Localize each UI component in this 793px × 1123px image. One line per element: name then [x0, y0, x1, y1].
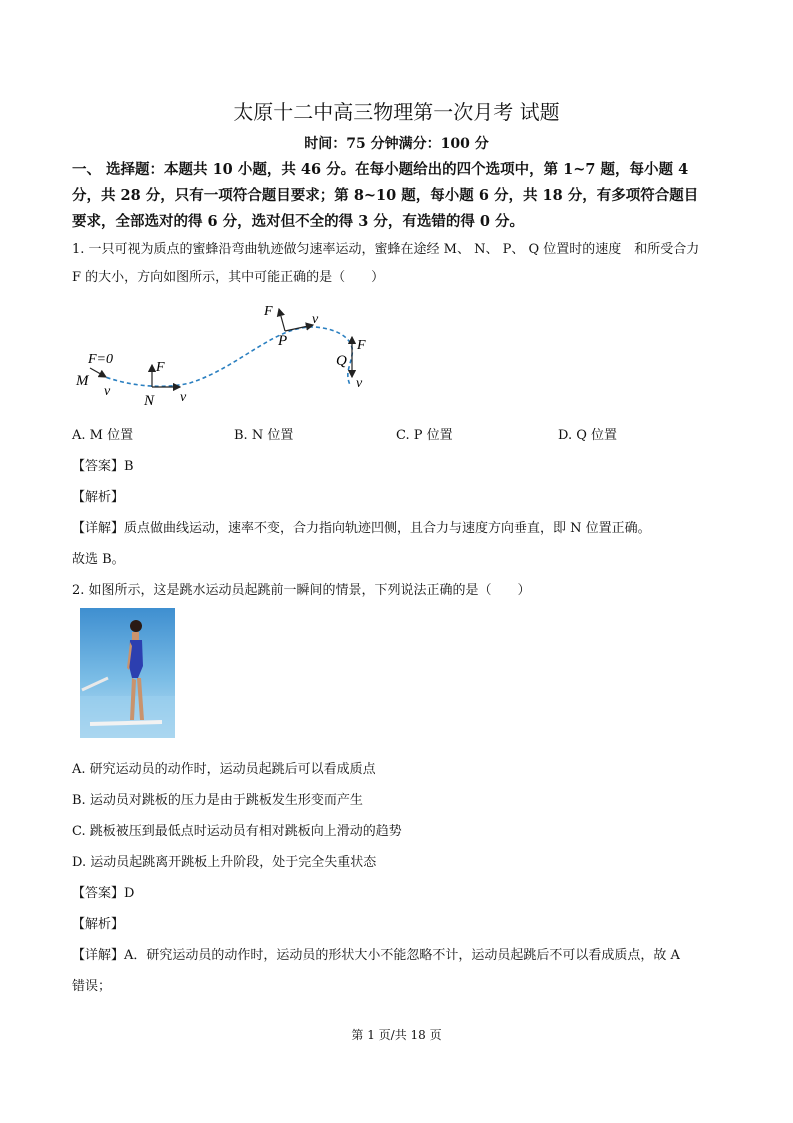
label-v-m: v: [104, 384, 111, 399]
q1-analysis-heading: 【解析】: [72, 490, 125, 505]
diver-photo: [80, 608, 175, 738]
label-v-p: v: [312, 312, 319, 327]
label-v-q: v: [356, 376, 363, 391]
page-number: 第 1 页/共 18 页: [351, 1028, 442, 1042]
q1-conclusion: 故选 B。: [72, 552, 125, 567]
q1-option-b: B. N 位置: [234, 428, 294, 443]
q2-answer: 【答案】D: [72, 886, 135, 901]
q1-stem-line1: 1. 一只可视为质点的蜜蜂沿弯曲轨迹做匀速率运动，蜜蜂在途经 M、 N、 P、 Q 位置时的速度 和所受合力: [72, 242, 700, 257]
label-f-p: F: [264, 304, 273, 319]
section-instructions-line3: 要求，全部选对的得 6 分，选对但不全的得 3 分，有选错的得 0 分。: [72, 213, 525, 230]
page-title: 太原十二中高三物理第一次月考 试题: [233, 100, 560, 124]
q1-stem-line2: F 的大小，方向如图所示，其中可能正确的是（ ）: [72, 270, 385, 285]
q2-option-d: D. 运动员起跳离开跳板上升阶段，处于完全失重状态: [72, 855, 377, 870]
label-v-n: v: [180, 390, 187, 405]
q2-detail-line1: 【详解】A．研究运动员的动作时，运动员的形状大小不能忽略不计，运动员起跳后不可以看成质点，故 A: [72, 948, 680, 963]
section-instructions-line1: 一、 选择题：本题共 10 小题，共 46 分。在每小题给出的四个选项中，第 1~7 题，每小题 4: [72, 161, 689, 178]
label-q: Q: [336, 353, 347, 369]
q2-stem: 2. 如图所示，这是跳水运动员起跳前一瞬间的情景，下列说法正确的是（ ）: [72, 583, 531, 598]
section-instructions-line2: 分，共 28 分，只有一项符合题目要求；第 8~10 题，每小题 6 分，共 18 分，有多项符合题目: [72, 187, 699, 204]
q2-detail-line2: 错误；: [72, 979, 112, 994]
q1-option-d: D. Q 位置: [558, 428, 618, 443]
q2-option-c: C. 跳板被压到最低点时运动员有相对跳板向上滑动的趋势: [72, 824, 402, 839]
q1-option-c: C. P 位置: [396, 428, 453, 443]
label-f-zero: F=0: [88, 352, 113, 367]
exam-time-info: 时间：75 分钟满分：100 分: [304, 136, 489, 152]
q2-option-a: A. 研究运动员的动作时，运动员起跳后可以看成质点: [72, 762, 376, 777]
velocity-arrow-p: [285, 325, 313, 331]
velocity-arrow-m: [90, 368, 106, 377]
label-m: M: [76, 373, 89, 389]
q1-trajectory-figure: [70, 295, 390, 410]
q1-option-a: A. M 位置: [72, 428, 134, 443]
label-p: P: [278, 333, 288, 349]
trajectory-curve: [100, 327, 352, 386]
q1-answer: 【答案】B: [72, 459, 134, 474]
label-f-q: F: [357, 338, 366, 353]
label-f-n: F: [156, 360, 165, 375]
label-n: N: [144, 393, 155, 409]
force-arrow-p: [279, 309, 285, 331]
q2-option-b: B. 运动员对跳板的压力是由于跳板发生形变而产生: [72, 793, 363, 808]
q2-analysis-heading: 【解析】: [72, 917, 125, 932]
q1-detail: 【详解】质点做曲线运动，速率不变，合力指向轨迹凹侧，且合力与速度方向垂直，即 N 位置正确。: [72, 521, 651, 536]
